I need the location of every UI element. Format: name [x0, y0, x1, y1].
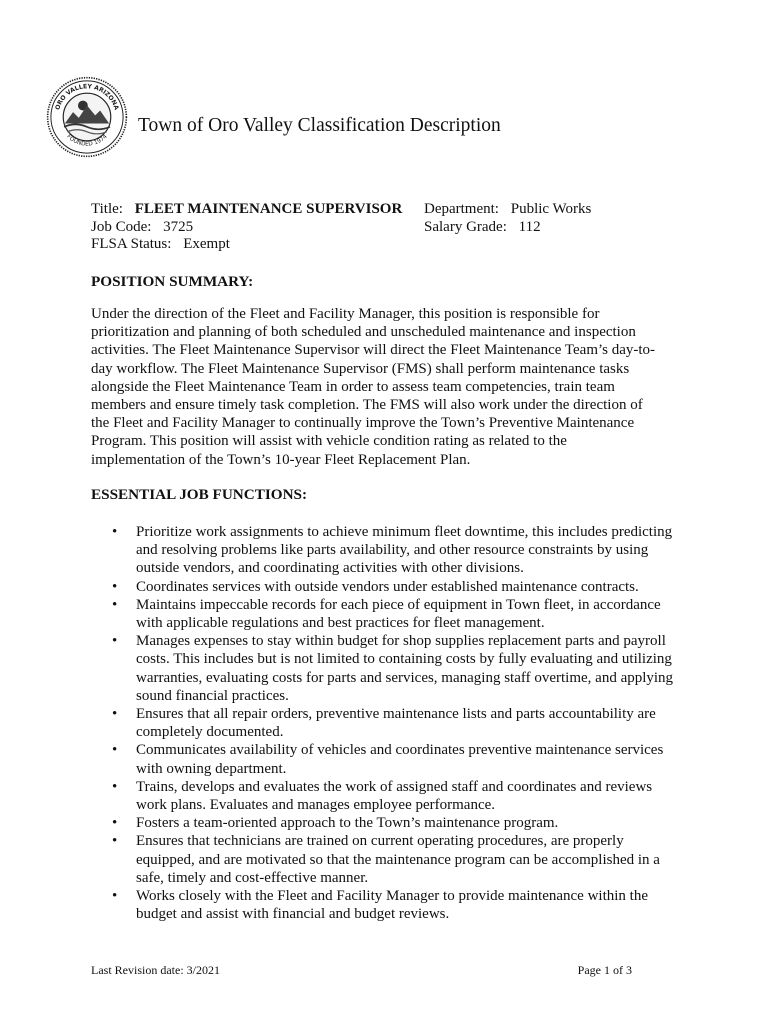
title-row: [91, 201, 402, 219]
salary-grade-label: Salary Grade:: [424, 218, 507, 235]
bullet-icon: •: [112, 778, 118, 795]
list-item: • Manages expenses to stay within budget for shop supplies replacement parts and payroll costs. This includes but is not limited to containing costs by fully evaluating and utilizing warranties, evaluating costs for parts and services, managing staff overtime, and applying sound financial practices.: [112, 633, 674, 704]
flsa-value: Exempt: [183, 236, 230, 252]
salary-grade-row: [424, 219, 591, 237]
summary-line: members and ensure timely task completion. The FMS will also work under the direction of: [91, 397, 643, 414]
job-meta-left: [91, 201, 402, 254]
essential-functions-list: [91, 523, 691, 923]
bullet-icon: •: [112, 742, 118, 759]
job-title-value: FLEET MAINTENANCE SUPERVISOR: [134, 201, 403, 217]
bullet-icon: •: [112, 633, 118, 650]
list-item: • Ensures that all repair orders, preventive maintenance lists and parts accountability are completely documented.: [112, 706, 656, 741]
revision-date: Last Revision date: 3/2021: [91, 963, 220, 977]
summary-line: implementation of the Town’s 10-year Fleet Replacement Plan.: [91, 451, 471, 468]
job-meta-right: [424, 201, 591, 236]
summary-line: Under the direction of the Fleet and Facility Manager, this position is responsible for: [91, 306, 600, 322]
title-label: Title:: [91, 201, 123, 217]
summary-line: day workflow. The Fleet Maintenance Supervisor (FMS) shall perform maintenance tasks: [91, 360, 630, 377]
position-summary-paragraph: [91, 305, 691, 469]
summary-line: alongside the Fleet Maintenance Team in order to assess team competencies, train team: [91, 378, 615, 395]
position-summary-body: [91, 305, 691, 469]
flsa-row: [91, 236, 402, 254]
department-label: Department:: [424, 201, 499, 217]
job-code-label: Job Code:: [91, 218, 152, 235]
summary-line: the Fleet and Facility Manager to continually improve the Town’s Preventive Maintenance: [91, 415, 635, 432]
summary-line: activities. The Fleet Maintenance Supervisor will direct the Fleet Maintenance Team’s day-to-: [91, 342, 656, 359]
job-code-row: [91, 219, 402, 237]
flsa-label: FLSA Status:: [91, 236, 172, 252]
department-value: Public Works: [510, 201, 592, 217]
summary-line: prioritization and planning of both scheduled and unscheduled maintenance and inspection: [91, 324, 636, 341]
bullet-icon: •: [112, 578, 118, 595]
bullet-icon: •: [112, 706, 118, 723]
job-code-value: 3725: [163, 218, 194, 235]
bullet-icon: •: [112, 596, 118, 613]
page-number: Page 1 of 3: [577, 963, 632, 977]
department-row: [424, 201, 591, 219]
list-item: • Trains, develops and evaluates the work of assigned staff and coordinates and reviews work plans. Evaluates and manages employee performance.: [112, 778, 653, 814]
position-summary-heading: POSITION SUMMARY:: [91, 273, 254, 290]
seal-top-text: ORO VALLEY ARIZONA: [54, 83, 120, 111]
salary-grade-value: 112: [518, 218, 541, 235]
bullet-icon: •: [112, 815, 118, 832]
seal-bottom-text: FOUNDED 1974: [65, 133, 109, 148]
list-item: • Prioritize work assignments to achieve minimum fleet downtime, this includes predicting and resolving problems like parts availability, and other resource constraints by using outside vendors, and coordinating activities with other divisions.: [112, 524, 673, 577]
list-item: • Communicates availability of vehicles and coordinates preventive maintenance services with owning department.: [112, 742, 664, 777]
bullet-icon: •: [112, 833, 118, 850]
summary-line: Program. This position will assist with vehicle condition rating as related to the: [91, 433, 567, 450]
town-seal-logo: [46, 76, 128, 158]
document-title: Town of Oro Valley Classification Description: [138, 115, 501, 136]
list-item: • Ensures that technicians are trained on current operating procedures, are properly equipped, and are motivated so that the maintenance program can be accomplished in a safe, timely and cost-effective manner.: [112, 833, 660, 886]
essential-functions-heading: ESSENTIAL JOB FUNCTIONS:: [91, 486, 308, 503]
list-item: • Works closely with the Fleet and Facility Manager to provide maintenance within the budget and assist with financial and budget reviews.: [112, 888, 648, 923]
list-item: • Fosters a team-oriented approach to the Town’s maintenance program.: [112, 815, 559, 832]
bullet-icon: •: [112, 888, 118, 905]
list-item: • Coordinates services with outside vendors under established maintenance contracts.: [112, 578, 639, 595]
bullet-icon: •: [112, 524, 118, 540]
list-item: • Maintains impeccable records for each piece of equipment in Town fleet, in accordance with applicable regulations and best practices for fleet management.: [112, 596, 661, 632]
